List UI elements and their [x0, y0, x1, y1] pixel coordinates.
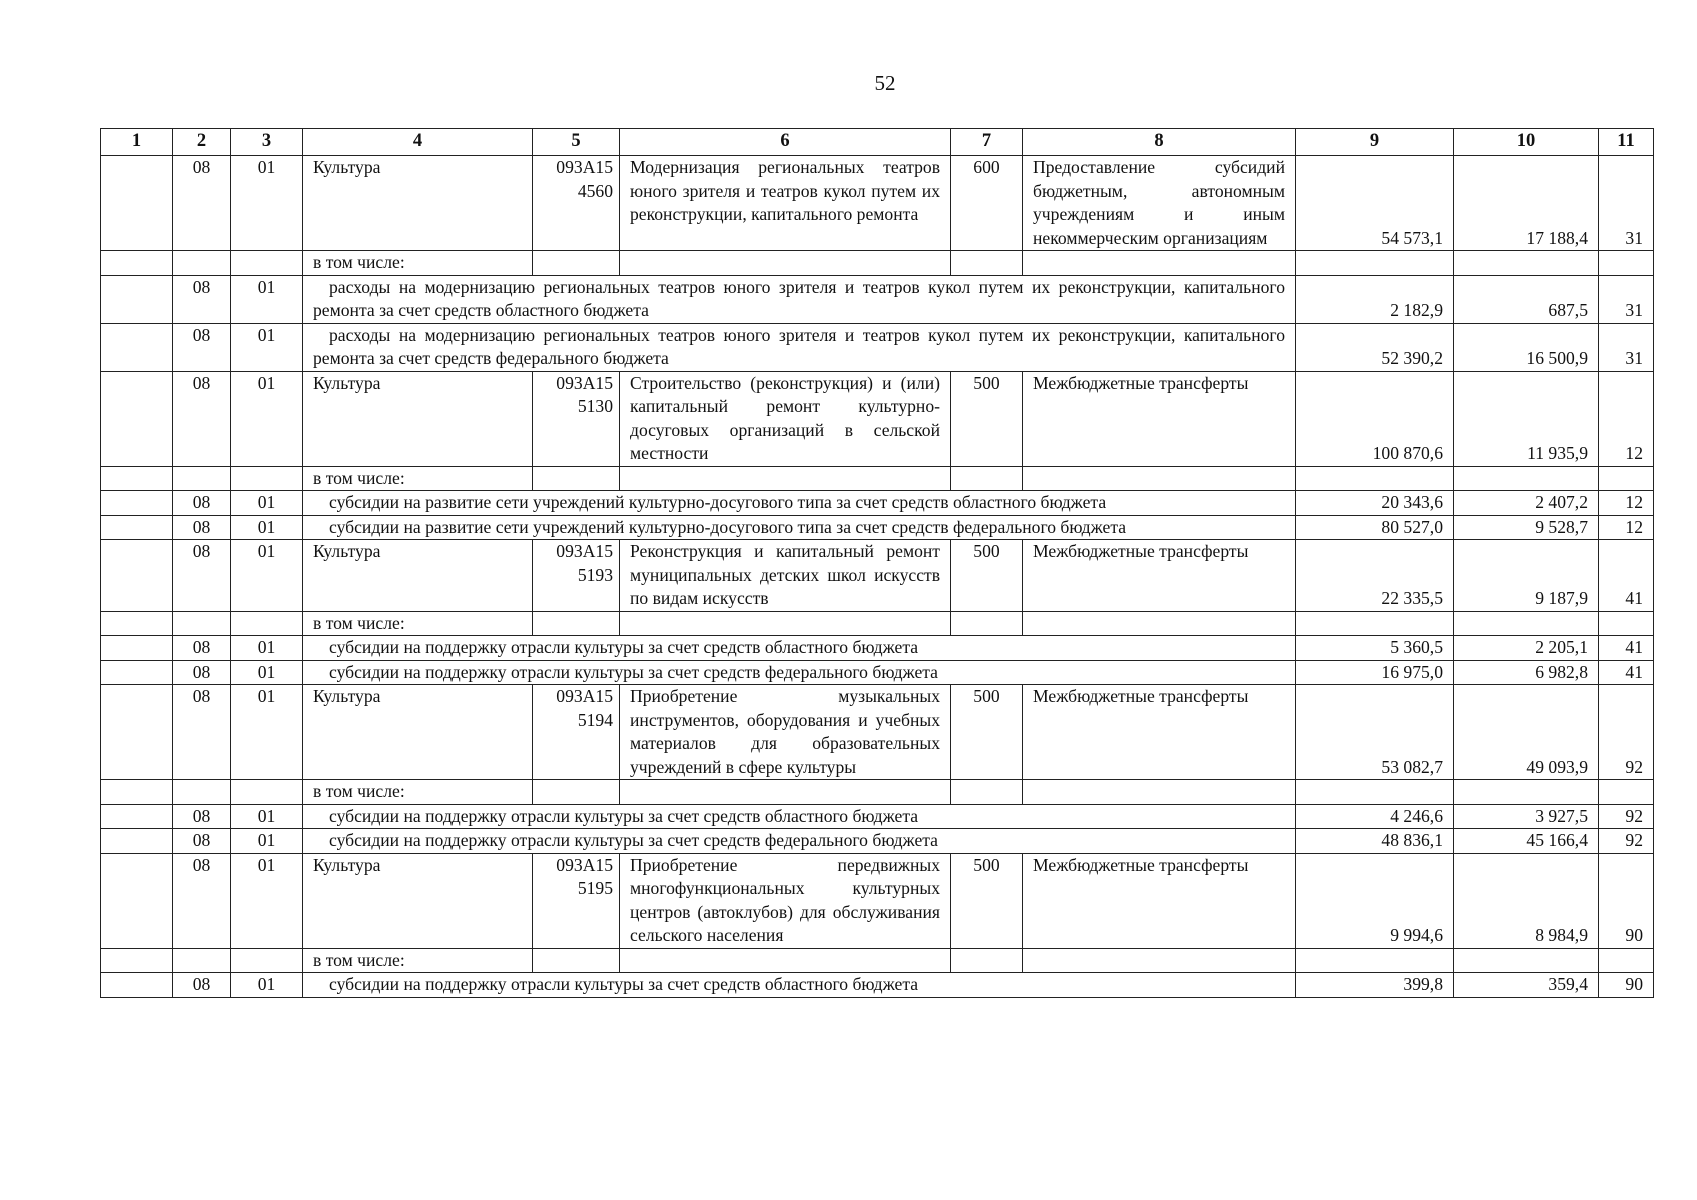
column-header: 8	[1023, 129, 1296, 156]
column-header: 7	[951, 129, 1023, 156]
cell-amount-total: 4 246,6	[1296, 804, 1454, 829]
cell-subsection: 01	[231, 636, 303, 661]
cell-section: 08	[173, 275, 231, 323]
cell-section	[173, 611, 231, 636]
cell-amount-total: 399,8	[1296, 973, 1454, 998]
cell-including-label: в том числе:	[303, 611, 533, 636]
cell-detail-description: расходы на модернизацию региональных театров юного зрителя и театров кукол путем их реконструкции, капитального ремонта за счет средств федерального бюджета	[303, 323, 1296, 371]
cell-empty	[620, 611, 951, 636]
cell-amount-executed: 687,5	[1454, 275, 1599, 323]
cell-empty	[1296, 780, 1454, 805]
cell-col1	[101, 611, 173, 636]
cell-detail-description: субсидии на развитие сети учреждений культурно-досугового типа за счет средств областного бюджета	[303, 491, 1296, 516]
cell-col1	[101, 685, 173, 780]
cell-amount-executed: 3 927,5	[1454, 804, 1599, 829]
cell-expense-name: Межбюджетные трансферты	[1023, 853, 1296, 948]
column-header: 1	[101, 129, 173, 156]
cell-amount-executed: 17 188,4	[1454, 156, 1599, 251]
cell-col1	[101, 804, 173, 829]
cell-percent: 41	[1599, 636, 1654, 661]
cell-empty	[951, 466, 1023, 491]
cell-col1	[101, 540, 173, 612]
cell-amount-total: 52 390,2	[1296, 323, 1454, 371]
cell-amount-executed: 16 500,9	[1454, 323, 1599, 371]
cell-col1	[101, 853, 173, 948]
cell-percent: 31	[1599, 323, 1654, 371]
cell-amount-total: 16 975,0	[1296, 660, 1454, 685]
cell-expense-name: Предоставление субсидий бюджетным, автономным учреждениям и иным некоммерческим организациям	[1023, 156, 1296, 251]
cell-expense-type: 500	[951, 685, 1023, 780]
cell-col1	[101, 275, 173, 323]
cell-subsection	[231, 948, 303, 973]
cell-col1	[101, 466, 173, 491]
table-row-detail	[101, 323, 1654, 371]
cell-subsection	[231, 611, 303, 636]
cell-amount-executed: 2 205,1	[1454, 636, 1599, 661]
cell-col1	[101, 660, 173, 685]
table-row-detail	[101, 491, 1654, 516]
cell-percent: 92	[1599, 829, 1654, 854]
cell-empty	[1296, 251, 1454, 276]
cell-percent: 12	[1599, 371, 1654, 466]
cell-subsection: 01	[231, 515, 303, 540]
cell-section: 08	[173, 829, 231, 854]
cell-section: 08	[173, 491, 231, 516]
cell-subsection: 01	[231, 275, 303, 323]
column-header: 11	[1599, 129, 1654, 156]
table-row-detail	[101, 829, 1654, 854]
table-row	[101, 371, 1654, 466]
cell-amount-total: 54 573,1	[1296, 156, 1454, 251]
cell-empty	[1023, 611, 1296, 636]
column-header: 6	[620, 129, 951, 156]
cell-amount-executed: 8 984,9	[1454, 853, 1599, 948]
cell-detail-description: расходы на модернизацию региональных театров юного зрителя и театров кукол путем их реконструкции, капитального ремонта за счет средств областного бюджета	[303, 275, 1296, 323]
column-header: 2	[173, 129, 231, 156]
cell-col1	[101, 780, 173, 805]
cell-empty	[1023, 948, 1296, 973]
cell-empty	[1454, 780, 1599, 805]
cell-amount-executed: 45 166,4	[1454, 829, 1599, 854]
cell-amount-total: 48 836,1	[1296, 829, 1454, 854]
cell-amount-total: 20 343,6	[1296, 491, 1454, 516]
cell-section: 08	[173, 371, 231, 466]
cell-amount-total: 2 182,9	[1296, 275, 1454, 323]
cell-empty	[620, 948, 951, 973]
cell-empty	[1599, 611, 1654, 636]
cell-target-code: 093А15 4560	[533, 156, 620, 251]
column-header: 10	[1454, 129, 1599, 156]
cell-empty	[951, 948, 1023, 973]
cell-including-label: в том числе:	[303, 251, 533, 276]
cell-section: 08	[173, 685, 231, 780]
cell-percent: 12	[1599, 515, 1654, 540]
cell-target-code: 093А15 5130	[533, 371, 620, 466]
cell-name: Культура	[303, 853, 533, 948]
table-body	[101, 156, 1654, 998]
cell-col1	[101, 491, 173, 516]
table-row-detail	[101, 515, 1654, 540]
cell-name: Культура	[303, 540, 533, 612]
cell-subsection: 01	[231, 973, 303, 998]
cell-section	[173, 780, 231, 805]
cell-amount-executed: 359,4	[1454, 973, 1599, 998]
column-header: 4	[303, 129, 533, 156]
cell-amount-total: 53 082,7	[1296, 685, 1454, 780]
cell-col1	[101, 948, 173, 973]
cell-empty	[533, 948, 620, 973]
cell-subsection	[231, 780, 303, 805]
column-header: 3	[231, 129, 303, 156]
table-row	[101, 540, 1654, 612]
cell-percent: 12	[1599, 491, 1654, 516]
cell-empty	[1454, 466, 1599, 491]
cell-empty	[1599, 780, 1654, 805]
cell-subsection: 01	[231, 491, 303, 516]
cell-amount-total: 80 527,0	[1296, 515, 1454, 540]
table-row-detail	[101, 804, 1654, 829]
cell-subsection: 01	[231, 540, 303, 612]
cell-subsection: 01	[231, 804, 303, 829]
cell-empty	[1023, 780, 1296, 805]
cell-empty	[620, 466, 951, 491]
cell-section: 08	[173, 973, 231, 998]
cell-target-code: 093А15 5195	[533, 853, 620, 948]
cell-col1	[101, 829, 173, 854]
cell-including-label: в том числе:	[303, 780, 533, 805]
cell-detail-description: субсидии на поддержку отрасли культуры за счет средств областного бюджета	[303, 804, 1296, 829]
cell-subsection: 01	[231, 371, 303, 466]
cell-empty	[620, 780, 951, 805]
cell-expense-name: Межбюджетные трансферты	[1023, 685, 1296, 780]
table-row-including	[101, 948, 1654, 973]
cell-empty	[1296, 611, 1454, 636]
table-row	[101, 853, 1654, 948]
table-row-including	[101, 466, 1654, 491]
cell-subsection: 01	[231, 323, 303, 371]
cell-amount-executed: 9 187,9	[1454, 540, 1599, 612]
cell-empty	[1023, 251, 1296, 276]
cell-percent: 92	[1599, 804, 1654, 829]
cell-section: 08	[173, 156, 231, 251]
cell-subsection: 01	[231, 685, 303, 780]
cell-percent: 31	[1599, 275, 1654, 323]
cell-section: 08	[173, 804, 231, 829]
cell-name: Культура	[303, 685, 533, 780]
page-number: 52	[874, 71, 896, 95]
cell-percent: 92	[1599, 685, 1654, 780]
cell-expense-name: Межбюджетные трансферты	[1023, 540, 1296, 612]
cell-empty	[1023, 466, 1296, 491]
cell-subsection	[231, 251, 303, 276]
cell-empty	[533, 780, 620, 805]
cell-empty	[533, 251, 620, 276]
cell-description: Строительство (реконструкция) и (или) капитальный ремонт культурно-досуговых организаций в сельской местности	[620, 371, 951, 466]
cell-subsection: 01	[231, 660, 303, 685]
cell-section	[173, 948, 231, 973]
cell-detail-description: субсидии на поддержку отрасли культуры за счет средств областного бюджета	[303, 636, 1296, 661]
cell-empty	[1454, 251, 1599, 276]
cell-name: Культура	[303, 371, 533, 466]
table-row	[101, 685, 1654, 780]
table-row-detail	[101, 275, 1654, 323]
cell-description: Реконструкция и капитальный ремонт муниципальных детских школ искусств по видам искусств	[620, 540, 951, 612]
cell-empty	[1454, 611, 1599, 636]
cell-percent: 90	[1599, 973, 1654, 998]
table-row	[101, 156, 1654, 251]
cell-target-code: 093А15 5194	[533, 685, 620, 780]
cell-expense-type: 600	[951, 156, 1023, 251]
cell-section: 08	[173, 853, 231, 948]
cell-subsection: 01	[231, 156, 303, 251]
cell-subsection: 01	[231, 829, 303, 854]
cell-name: Культура	[303, 156, 533, 251]
cell-subsection	[231, 466, 303, 491]
cell-percent: 41	[1599, 540, 1654, 612]
cell-empty	[951, 611, 1023, 636]
cell-subsection: 01	[231, 853, 303, 948]
table-row-detail	[101, 973, 1654, 998]
cell-col1	[101, 636, 173, 661]
cell-empty	[620, 251, 951, 276]
cell-empty	[1296, 466, 1454, 491]
cell-section: 08	[173, 636, 231, 661]
cell-detail-description: субсидии на поддержку отрасли культуры за счет средств федерального бюджета	[303, 829, 1296, 854]
cell-description: Приобретение передвижных многофункциональных культурных центров (автоклубов) для обслуживания сельского населения	[620, 853, 951, 948]
cell-amount-executed: 2 407,2	[1454, 491, 1599, 516]
cell-empty	[1599, 466, 1654, 491]
cell-col1	[101, 515, 173, 540]
table-row-including	[101, 780, 1654, 805]
cell-amount-executed: 9 528,7	[1454, 515, 1599, 540]
cell-empty	[951, 780, 1023, 805]
column-header: 9	[1296, 129, 1454, 156]
cell-percent: 31	[1599, 156, 1654, 251]
cell-detail-description: субсидии на развитие сети учреждений культурно-досугового типа за счет средств федерального бюджета	[303, 515, 1296, 540]
cell-section: 08	[173, 515, 231, 540]
cell-section: 08	[173, 323, 231, 371]
cell-detail-description: субсидии на поддержку отрасли культуры за счет средств федерального бюджета	[303, 660, 1296, 685]
cell-section: 08	[173, 660, 231, 685]
cell-description: Приобретение музыкальных инструментов, оборудования и учебных материалов для образовательных учреждений в сфере культуры	[620, 685, 951, 780]
cell-expense-type: 500	[951, 853, 1023, 948]
cell-col1	[101, 371, 173, 466]
cell-amount-executed: 6 982,8	[1454, 660, 1599, 685]
cell-amount-total: 5 360,5	[1296, 636, 1454, 661]
table-row-detail	[101, 636, 1654, 661]
cell-col1	[101, 973, 173, 998]
cell-amount-total: 100 870,6	[1296, 371, 1454, 466]
cell-including-label: в том числе:	[303, 466, 533, 491]
cell-amount-total: 22 335,5	[1296, 540, 1454, 612]
table-row-including	[101, 611, 1654, 636]
cell-col1	[101, 323, 173, 371]
cell-empty	[951, 251, 1023, 276]
cell-amount-total: 9 994,6	[1296, 853, 1454, 948]
cell-percent: 41	[1599, 660, 1654, 685]
cell-target-code: 093А15 5193	[533, 540, 620, 612]
cell-empty	[1599, 251, 1654, 276]
cell-empty	[533, 466, 620, 491]
table-row-including	[101, 251, 1654, 276]
cell-detail-description: субсидии на поддержку отрасли культуры за счет средств областного бюджета	[303, 973, 1296, 998]
table-row-detail	[101, 660, 1654, 685]
header-row	[101, 129, 1654, 156]
column-header: 5	[533, 129, 620, 156]
cell-empty	[1599, 948, 1654, 973]
cell-percent: 90	[1599, 853, 1654, 948]
cell-description: Модернизация региональных театров юного зрителя и театров кукол путем их реконструкции, капитального ремонта	[620, 156, 951, 251]
cell-col1	[101, 251, 173, 276]
cell-section: 08	[173, 540, 231, 612]
cell-section	[173, 466, 231, 491]
cell-including-label: в том числе:	[303, 948, 533, 973]
cell-col1	[101, 156, 173, 251]
cell-amount-executed: 11 935,9	[1454, 371, 1599, 466]
cell-empty	[1454, 948, 1599, 973]
cell-expense-name: Межбюджетные трансферты	[1023, 371, 1296, 466]
cell-empty	[1296, 948, 1454, 973]
cell-section	[173, 251, 231, 276]
cell-expense-type: 500	[951, 371, 1023, 466]
budget-table	[100, 128, 1654, 998]
cell-expense-type: 500	[951, 540, 1023, 612]
cell-empty	[533, 611, 620, 636]
cell-amount-executed: 49 093,9	[1454, 685, 1599, 780]
